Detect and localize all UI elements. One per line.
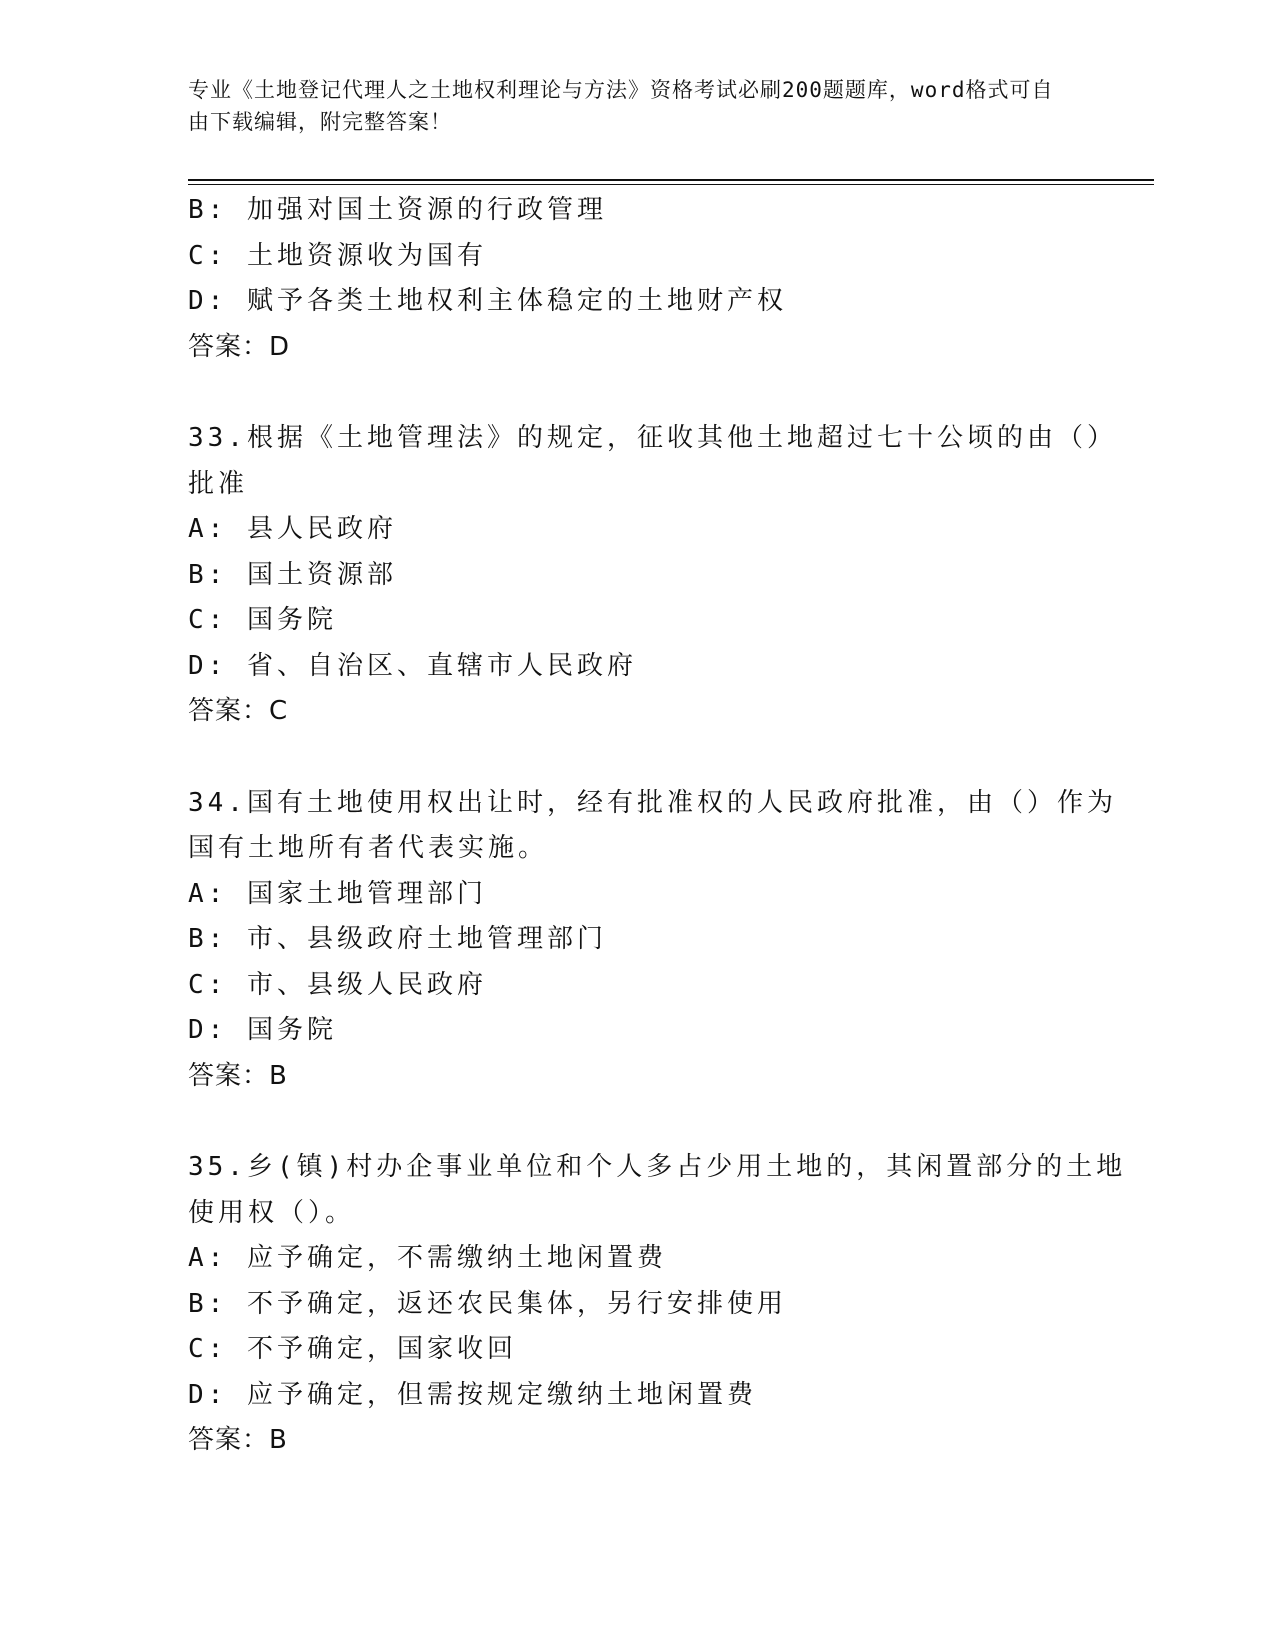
- header-divider-thin: [188, 184, 1154, 185]
- question-stem-line-2: 使用权（）。: [188, 1197, 356, 1228]
- option-a: A: 国家土地管理部门: [188, 878, 487, 909]
- question-stem-line-1: 33.根据《土地管理法》的规定，征收其他土地超过七十公顷的由（）: [188, 423, 1117, 453]
- answer-line: 答案：B: [188, 1425, 288, 1455]
- spacer: [188, 370, 1088, 416]
- option-b: B: 国土资源部: [188, 559, 397, 590]
- question-34: [188, 781, 1117, 1100]
- option-b: B: 市、县级政府土地管理部门: [188, 924, 607, 954]
- option-c: C: 国务院: [188, 605, 337, 635]
- answer-line: 答案：B: [188, 1060, 288, 1091]
- option-a: A: 应予确定，不需缴纳土地闲置费: [188, 1243, 667, 1273]
- option-b: B: 不予确定，返还农民集体，另行安排使用: [188, 1288, 787, 1319]
- question-stem-line-1: 34.国有土地使用权出让时，经有批准权的人民政府批准，由（）作为: [188, 787, 1117, 818]
- option-d: D: 国务院: [188, 1015, 337, 1045]
- option-a: A: 县人民政府: [188, 514, 397, 544]
- option-d: D: 应予确定，但需按规定缴纳土地闲置费: [188, 1379, 757, 1410]
- question-33: [188, 416, 1117, 735]
- answer-line: 答案：D: [188, 331, 291, 362]
- option-b: B: 加强对国土资源的行政管理: [188, 195, 607, 225]
- spacer: [188, 735, 1088, 781]
- answer-line: 答案：C: [188, 696, 289, 726]
- option-c: C: 土地资源收为国有: [188, 240, 487, 271]
- question-stem-line-2: 批准: [188, 468, 249, 499]
- option-c: C: 市、县级人民政府: [188, 969, 487, 1000]
- option-d: D: 赋予各类土地权利主体稳定的土地财产权: [188, 286, 787, 316]
- option-d: D: 省、自治区、直辖市人民政府: [188, 650, 637, 681]
- option-c: C: 不予确定，国家收回: [188, 1334, 517, 1364]
- document-header: [188, 74, 1068, 138]
- question-stem-line-2: 国有土地所有者代表实施。: [188, 833, 549, 863]
- header-text: 专业《土地登记代理人之土地权利理论与方法》资格考试必刷200题题库，word格式可自由下载编辑，附完整答案！: [188, 78, 1054, 134]
- header-divider-thick: [188, 179, 1154, 181]
- question-stem-line-1: 35.乡(镇)村办企事业单位和个人多占少用土地的，其闲置部分的土地: [188, 1152, 1127, 1182]
- question-content: [188, 188, 1127, 1464]
- question-35: [188, 1145, 1127, 1464]
- spacer: [188, 1099, 1088, 1145]
- previous-question-block: [188, 188, 1088, 370]
